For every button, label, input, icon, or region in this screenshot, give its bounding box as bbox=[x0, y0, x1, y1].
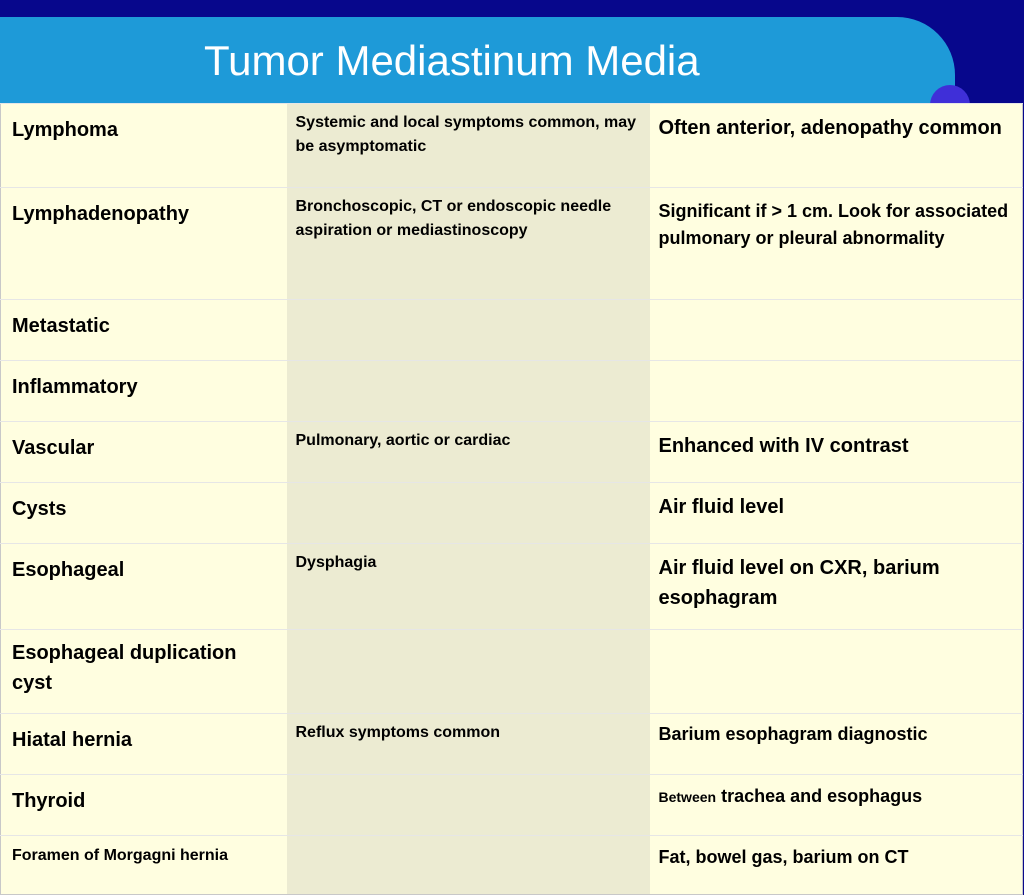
row-name: Metastatic bbox=[12, 315, 110, 337]
row-note bbox=[650, 300, 1023, 358]
table-row bbox=[1, 300, 1023, 361]
row-name: Hiatal hernia bbox=[12, 729, 133, 751]
table-row bbox=[1, 714, 1023, 775]
table-row bbox=[1, 188, 1023, 300]
table-row bbox=[1, 104, 1023, 188]
table-row bbox=[1, 361, 1023, 422]
row-note: Enhanced with IV contrast bbox=[658, 435, 909, 457]
row-detail: Systemic and local symptoms common, may be asymptomatic bbox=[295, 114, 637, 155]
table-row bbox=[1, 422, 1023, 483]
row-note: Fat, bowel gas, barium on CT bbox=[658, 847, 909, 867]
row-name: Foramen of Morgagni hernia bbox=[12, 847, 229, 864]
row-name: Lymphoma bbox=[12, 119, 118, 141]
table-row bbox=[1, 483, 1023, 544]
row-note: Significant if > 1 cm. Look for associated pulmonary or pleural abnormality bbox=[658, 201, 1009, 248]
row-detail: Dysphagia bbox=[295, 554, 377, 571]
row-detail bbox=[287, 775, 650, 831]
row-note: Air fluid level on CXR, barium esophagram bbox=[658, 557, 940, 609]
row-name: Thyroid bbox=[12, 790, 86, 812]
row-detail bbox=[287, 300, 650, 356]
row-name: Vascular bbox=[12, 437, 95, 459]
row-note bbox=[650, 361, 1023, 419]
row-detail bbox=[287, 483, 650, 539]
row-detail: Pulmonary, aortic or cardiac bbox=[295, 432, 511, 449]
row-detail: Bronchoscopic, CT or endoscopic needle aspiration or mediastinoscopy bbox=[295, 198, 612, 239]
row-note: Often anterior, adenopathy common bbox=[658, 117, 1002, 139]
row-name: Cysts bbox=[12, 498, 67, 520]
row-name: Esophageal bbox=[12, 559, 125, 581]
row-note: Barium esophagram diagnostic bbox=[658, 724, 928, 744]
row-note bbox=[650, 630, 1023, 713]
table-row bbox=[1, 630, 1023, 714]
row-note-text: trachea and esophagus bbox=[721, 786, 923, 806]
row-name: Lymphadenopathy bbox=[12, 203, 190, 225]
mediastinum-table bbox=[0, 103, 1023, 895]
table-row bbox=[1, 775, 1023, 836]
row-note-prefix: Between bbox=[658, 789, 717, 805]
row-detail bbox=[287, 361, 650, 417]
row-detail: Reflux symptoms common bbox=[295, 724, 500, 741]
row-name: Esophageal duplication cyst bbox=[12, 642, 237, 694]
table-row bbox=[1, 544, 1023, 630]
row-note bbox=[650, 775, 1023, 832]
row-name: Inflammatory bbox=[12, 376, 138, 398]
slide-title: Tumor Mediastinum Media bbox=[204, 37, 700, 84]
table-row bbox=[1, 836, 1023, 895]
row-detail bbox=[287, 836, 650, 893]
row-note: Air fluid level bbox=[658, 496, 785, 518]
row-detail bbox=[287, 630, 650, 711]
